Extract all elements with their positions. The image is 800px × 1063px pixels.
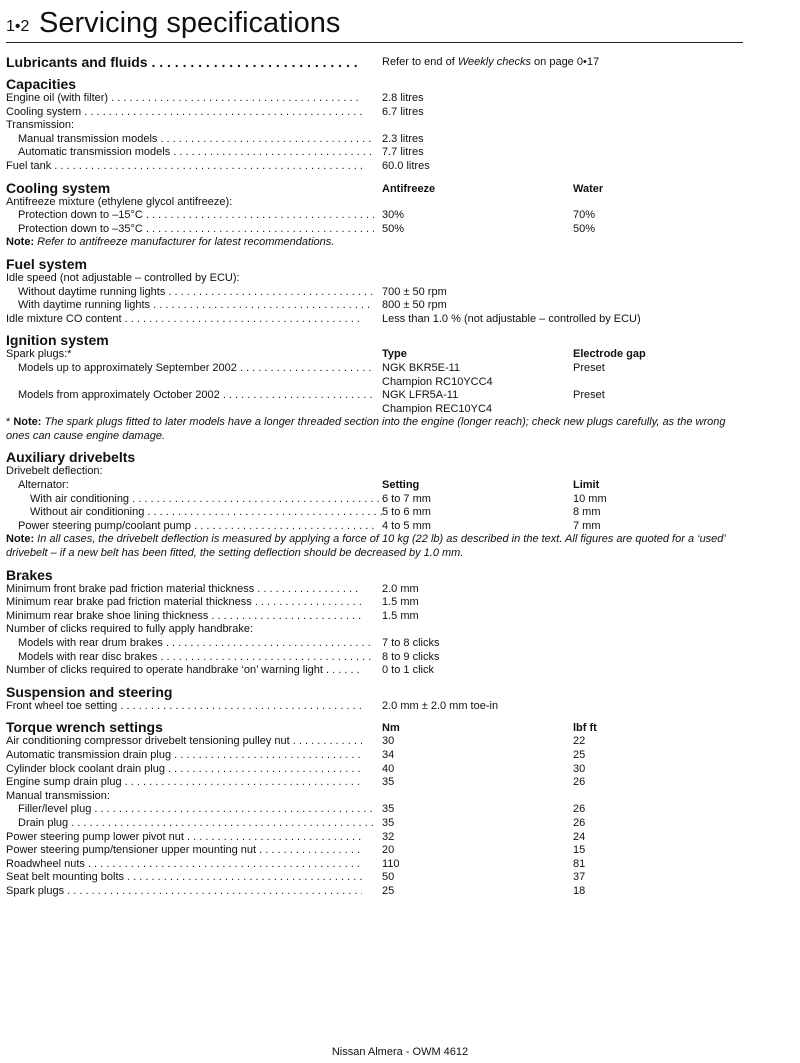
page-footer: Nissan Almera - OWM 4612 [331,1046,469,1058]
column-header: Setting [382,479,420,492]
row-label: Power steering pump/tensioner upper mounting nut . . . [6,844,362,858]
spec-row [6,106,746,120]
section-title: Auxiliary drivebelts [6,449,136,466]
row-value-col1: 30 [382,735,395,748]
spec-row [6,133,746,147]
row-label: Protection down to –35°C . . . [6,223,374,237]
row-value-col2: 18 [573,884,586,897]
spec-row [6,506,746,520]
row-value-col2: 24 [573,830,586,843]
row-label: Front wheel toe setting . . . [6,700,362,714]
section-title: Brakes [6,566,53,583]
row-label: Engine oil (with filter) . . . [6,92,362,106]
spec-row [6,119,746,133]
row-label: Antifreeze mixture (ethylene glycol antifreeze): [6,195,233,208]
section-title: Suspension and steering [6,683,173,700]
row-value-col1: Champion RC10YCC4 [382,375,493,388]
ignition-section [6,333,746,443]
spec-row [6,637,746,651]
spec-row [6,871,746,885]
row-label: Models with rear drum brakes . . . [6,637,374,651]
row-value-col1: 50 [382,871,395,884]
row-value-col1: 25 [382,884,395,897]
cooling-note: Note: Refer to antifreeze manufacturer for latest recommendations. [6,236,335,249]
spec-row [6,776,746,790]
spec-row [6,286,746,300]
row-label: Engine sump drain plug . . . [6,776,362,790]
row-value-col1: 5 to 6 mm [382,506,431,519]
row-value: 6.7 litres [382,105,424,118]
row-value-col2: 26 [573,816,586,829]
column-header: Antifreeze [382,182,436,195]
row-label: Fuel tank . . . [6,160,362,174]
row-value-col1: 20 [382,844,395,857]
lubricants-title: Lubricants and fluids . . . [6,54,362,70]
section-title: Torque wrench settings [6,719,163,736]
spec-row [6,493,746,507]
row-value-col2: 37 [573,871,586,884]
row-value: 1.5 mm [382,609,419,622]
drivebelts-header-row [6,479,746,493]
row-value: 60.0 litres [382,159,430,172]
spec-row [6,209,746,223]
spec-row [6,196,746,210]
row-label: Without air conditioning . . . [6,506,386,520]
spec-row [6,735,746,749]
drivebelts-pre-row [6,465,746,479]
spec-row [6,817,746,831]
row-label: Drivebelt deflection: [6,465,103,478]
row-label: Transmission: [6,119,75,132]
row-value-col2: Preset [573,389,605,402]
row-value-col2: 22 [573,735,586,748]
column-header: Type [382,348,407,361]
spec-row [6,763,746,777]
section-title: Fuel system [6,255,87,272]
row-label: Alternator: [18,479,69,492]
row-value-col1: 110 [382,857,400,870]
row-label: With daytime running lights . . . [6,299,374,313]
row-value-col1: 35 [382,803,395,816]
row-value-col2: 81 [573,857,586,870]
spec-row [6,146,746,160]
row-value: 7 to 8 clicks [382,637,440,649]
spec-row [6,858,746,872]
row-label: Manual transmission: [6,789,110,802]
row-label: Power steering pump lower pivot nut . . . [6,831,362,845]
spec-row [6,844,746,858]
row-value-col1: 30% [382,209,405,222]
row-value: 8 to 9 clicks [382,650,440,663]
row-label: Cylinder block coolant drain plug . . . [6,763,362,777]
spec-row [6,299,746,313]
ignition-note: * Note: The spark plugs fitted to later models have a longer threaded section into the engine (longer reach); check new plugs carefully, as the wrong ones can cause engine damage. [6,416,726,442]
row-label: Cooling system . . . [6,106,362,120]
row-label: Minimum front brake pad friction material thickness . . . [6,583,362,597]
row-label: Models up to approximately September 2002 . . . [6,362,374,376]
lubricants-row [6,54,746,70]
section-title: Capacities [6,76,77,92]
spec-row [6,583,746,597]
row-label: Spark plugs . . . [6,885,362,899]
row-value-col2: 30 [573,762,586,775]
row-value-col1: 34 [382,748,395,761]
brakes-section [6,568,746,678]
drivebelts-section [6,450,746,560]
row-label: Minimum rear brake shoe lining thickness . . . [6,610,362,624]
spec-row [6,651,746,665]
ignition-header-row [6,348,746,362]
row-label: Filler/level plug . . . [6,803,374,817]
row-label: Protection down to –15°C . . . [6,209,374,223]
spec-row [6,664,746,678]
column-header: lbf ft [573,722,597,735]
row-value-col2: 50% [573,222,596,235]
column-header: Nm [382,722,400,735]
row-label: Automatic transmission models . . . [6,146,374,160]
drivebelts-note: Note: In all cases, the drivebelt deflection is measured by applying a force of 10 kg (22 lb) as described in the text. All figures are quoted for a ‘used’ drivebelt – if a new belt has been fitted, the setting deflection should be decreased by 1.0 mm. [6,533,726,560]
spec-row [6,831,746,845]
spec-row [6,92,746,106]
row-value-col1: 35 [382,816,395,829]
row-value-col1: 4 to 5 mm [382,519,431,532]
spec-row [6,803,746,817]
row-value-col1: 40 [382,762,395,775]
row-value-col2: Preset [573,361,605,374]
row-value-col2: 70% [573,209,596,222]
row-value: 800 ± 50 rpm [382,299,447,312]
row-value-col2: 7 mm [573,519,601,532]
page-number: 1•2 [6,18,30,35]
spec-row [6,596,746,610]
row-label: Models from approximately October 2002 . . . [6,389,374,403]
row-label: Models with rear disc brakes . . . [6,651,374,665]
spec-row [6,520,746,534]
row-value: 7.7 litres [382,146,424,159]
spec-row [6,610,746,624]
row-label: Without daytime running lights . . . [6,286,374,300]
cooling-title-row [6,181,746,196]
row-value-col2: 8 mm [573,506,601,519]
row-value: 700 ± 50 rpm [382,285,447,298]
spec-row [6,376,746,390]
row-value-col1: 35 [382,776,395,789]
column-header: Limit [573,479,600,492]
row-value-col1: Champion REC10YC4 [382,402,493,415]
row-label: Seat belt mounting bolts . . . [6,871,362,885]
row-value-col1: 50% [382,222,405,235]
spec-row [6,160,746,174]
row-value-col1: 32 [382,830,395,843]
row-value: 2.0 mm ± 2.0 mm toe-in [382,699,499,712]
spec-row [6,700,746,714]
section-title: Cooling system [6,179,111,196]
row-label: Power steering pump/coolant pump . . . [6,520,374,534]
column-header: Water [573,182,604,195]
spec-row [6,403,746,417]
row-value: 1.5 mm [382,596,419,609]
row-value: 2.8 litres [382,92,424,104]
spec-row [6,623,746,637]
torque-title-row [6,720,746,735]
row-label: Idle mixture CO content . . . [6,313,362,327]
row-label: Roadwheel nuts . . . [6,858,362,872]
row-value-col1: 6 to 7 mm [382,492,431,505]
spec-content [6,54,746,899]
page-title: Servicing specifications [39,7,341,39]
torque-section [6,720,746,898]
row-value-col1: NGK BKR5E-11 [382,361,461,374]
row-label: Idle speed (not adjustable – controlled by ECU): [6,271,240,284]
row-value: Less than 1.0 % (not adjustable – controlled by ECU) [382,312,641,325]
row-value-col2: 26 [573,776,586,789]
row-value-col2: 15 [573,844,586,857]
spec-row [6,790,746,804]
fuel-section [6,257,746,326]
capacities-section [6,77,746,174]
row-value-col2: 10 mm [573,492,607,505]
spec-row [6,362,746,376]
row-label: Manual transmission models . . . [6,133,374,147]
row-label: Automatic transmission drain plug . . . [6,749,362,763]
cooling-section [6,181,746,250]
spec-row [6,272,746,286]
spec-row [6,389,746,403]
lubricants-value: Refer to end of Weekly checks on page 0•17 [382,56,600,68]
row-value-col1: NGK LFR5A-11 [382,389,459,402]
row-label: Spark plugs:* [6,348,72,361]
row-label: Number of clicks required to operate handbrake ‘on’ warning light . . . [6,664,362,678]
row-value: 2.3 litres [382,132,424,145]
row-value: 0 to 1 click [382,664,434,677]
row-label: With air conditioning . . . [6,493,386,507]
page-header [6,4,743,43]
row-label: Drain plug . . . [6,817,374,831]
row-value-col2: 26 [573,803,586,816]
suspension-section [6,685,746,714]
spec-row [6,313,746,327]
row-label: Air conditioning compressor drivebelt tensioning pulley nut . . . [6,735,362,749]
spec-row [6,885,746,899]
column-header: Electrode gap [573,348,646,361]
row-label: Minimum rear brake pad friction material thickness . . . [6,596,362,610]
section-title: Ignition system [6,332,109,349]
row-value-col2: 25 [573,748,586,761]
row-value: 2.0 mm [382,582,419,595]
row-label: Number of clicks required to fully apply handbrake: [6,623,254,636]
spec-row [6,223,746,237]
spec-row [6,749,746,763]
